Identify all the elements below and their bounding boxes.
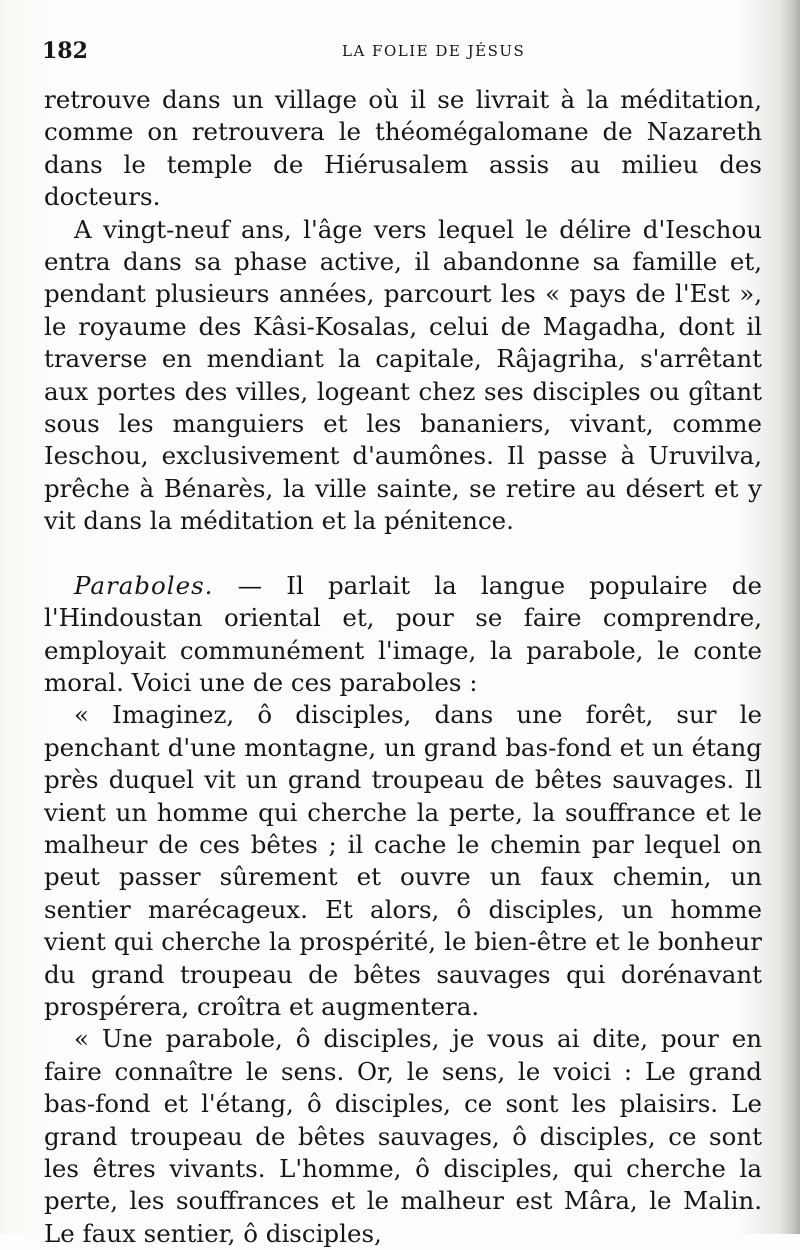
paragraph-3-text: — Il parlait la langue populaire de l'Hindoustan oriental et, pour se faire comprendre, employait communément l'image, la parabole, le conte moral. Voici une de ces paraboles : bbox=[44, 570, 762, 697]
paragraph-3 bbox=[44, 570, 762, 700]
body-text bbox=[44, 84, 762, 1250]
section-label: Paraboles. bbox=[74, 570, 214, 600]
page-edge-shadow bbox=[778, 0, 800, 1234]
running-head: LA FOLIE DE JÉSUS bbox=[342, 42, 526, 60]
page-header bbox=[42, 38, 762, 68]
page-number: 182 bbox=[42, 38, 88, 64]
paragraph-5: « Une parabole, ô disciples, je vous ai dite, pour en faire connaître le sens. Or, le sens, le voici : Le grand bas-fond et l'étang, ô disciples, ce sont les plaisirs. Le grand troupeau de bêtes sauvages, ô disciples, ce sont les êtres vivants. L'homme, ô disciples, qui cherche la perte, les souffrances et le malheur est Mâra, le Malin. Le faux sentier, ô disciples, bbox=[44, 1024, 762, 1248]
paragraph-4: « Imaginez, ô disciples, dans une forêt, sur le penchant d'une montagne, un grand bas-fond et un étang près duquel vit un grand troupeau de bêtes sauvages. Il vient un homme qui cherche la perte, la souffrance et le malheur de ces bêtes ; il cache le chemin par lequel on peut passer sûrement et ouvre un faux chemin, un sentier marécageux. Et alors, ô disciples, un homme vient qui cherche la prospérité, le bien-être et le bonheur du grand troupeau de bêtes sauvages qui dorénavant prospérera, croîtra et augmentera. bbox=[44, 700, 762, 1021]
paragraph-1: retrouve dans un village où il se livrait à la méditation, comme on retrouvera le théomégalomane de Nazareth dans le temple de Hiérusalem assis au milieu des docteurs. bbox=[44, 85, 762, 212]
paragraph-2: A vingt-neuf ans, l'âge vers lequel le délire d'Ieschou entra dans sa phase active, il abandonne sa famille et, pendant plusieurs années, parcourt les « pays de l'Est », le royaume des Kâsi-Kosalas, celui de Magadha, dont il traverse en mendiant la capitale, Râjagriha, s'arrêtant aux portes des villes, logeant chez ses disciples ou gîtant sous les manguiers et les bananiers, vivant, comme Ieschou, exclusivement d'aumônes. Il passe à Uruvilva, prêche à Bénarès, la ville sainte, se retire au désert et y vit dans la méditation et la pénitence. bbox=[44, 214, 762, 536]
